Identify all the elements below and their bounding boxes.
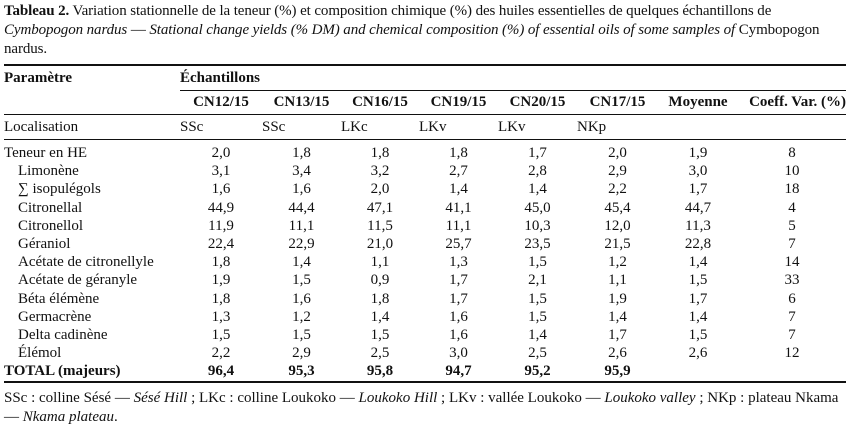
cell: 21,5 [604, 236, 631, 253]
cell: 2,0 [211, 145, 231, 161]
table-row [4, 180, 846, 198]
footnote-italic: Loukoko valley [604, 389, 696, 406]
row-label: Géraniol [18, 236, 71, 253]
cell: 1,1 [608, 272, 627, 289]
cell: 1,2 [608, 254, 627, 271]
cell: 3,0 [688, 163, 708, 180]
header-blank [4, 91, 180, 115]
col-header: CN16/15 [341, 91, 419, 115]
cell: 1,6 [292, 290, 311, 307]
cell: 1,4 [608, 308, 627, 325]
footnote-text: ; NKp : plateau Nkama — [4, 389, 839, 425]
cell: 1,7 [608, 327, 627, 344]
cell [658, 362, 738, 381]
cell: 47,1 [366, 199, 394, 216]
cell: 2,2 [211, 345, 231, 362]
cell: 1,6 [449, 327, 468, 344]
footnote-text: SSc : colline Sésé — [4, 389, 134, 406]
row-label: Acétate de citronellyle [18, 254, 154, 271]
table-row [4, 253, 846, 271]
cell: 1,6 [449, 308, 468, 325]
caption-label: Tableau 2. [4, 3, 70, 19]
cell: 11,9 [208, 217, 234, 234]
table-footnote [4, 389, 846, 427]
cell: SSc [180, 115, 262, 140]
row-label: Limonène [18, 163, 79, 180]
cell: 1,5 [292, 327, 311, 344]
cell: 11,3 [685, 217, 711, 234]
cell [658, 115, 738, 140]
table-row [4, 344, 846, 362]
cell: 33 [784, 272, 800, 289]
cell: 2,1 [528, 272, 547, 289]
cell: 45,4 [604, 199, 631, 216]
cell: 22,9 [288, 236, 315, 253]
row-label: Béta élémène [18, 290, 100, 307]
cell: 10 [784, 163, 800, 180]
localisation-row [4, 115, 846, 140]
cell: 41,1 [445, 199, 472, 216]
cell: 96,4 [180, 362, 262, 381]
cell: 3,4 [292, 163, 311, 180]
cell: 95,8 [341, 362, 419, 381]
cell: 1,3 [449, 254, 468, 271]
cell: 1,2 [292, 308, 311, 325]
cell: 95,9 [577, 362, 658, 381]
cell: 2,6 [608, 345, 627, 362]
footnote-italic: Sésé Hill [133, 389, 188, 406]
cell: 2,5 [528, 345, 547, 362]
cell: 2,9 [292, 345, 311, 362]
footnote-italic: Nkama plateau [22, 408, 114, 425]
cell: 1,4 [449, 181, 468, 198]
cell: 14 [784, 254, 800, 271]
cell: 1,7 [449, 272, 468, 289]
cell: 1,5 [688, 327, 708, 344]
caption-text-en: Stational change yields (% DM) and chemical composition (%) of essential oils of some samples of [149, 22, 736, 38]
total-row [4, 362, 846, 381]
cell: 1,8 [292, 145, 311, 161]
cell: 2,9 [608, 163, 627, 180]
cell: 1,7 [688, 290, 708, 307]
cell: 1,5 [292, 272, 311, 289]
col-header: CN17/15 [577, 91, 658, 115]
cell: 2,0 [370, 181, 390, 198]
col-header: CN19/15 [419, 91, 498, 115]
cell: 12 [784, 345, 800, 362]
cell: 1,4 [688, 254, 708, 271]
header-samples: Échantillons [180, 65, 846, 91]
footnote-text: ; LKv : vallée Loukoko — [437, 389, 605, 406]
cell: 1,5 [370, 327, 390, 344]
table-figure [0, 2, 850, 427]
cell: 1,5 [688, 272, 708, 289]
cell: 7 [788, 327, 796, 344]
cell: 45,0 [524, 199, 551, 216]
cell: 1,9 [688, 145, 708, 161]
caption-text-fr: Variation stationnelle de la teneur (%) et composition chimique (%) des huiles essentielles de quelques échantillons de [69, 3, 772, 19]
table-caption [4, 2, 846, 59]
cell: 1,5 [528, 254, 547, 271]
cell: 2,7 [449, 163, 468, 180]
row-label: Citronellol [18, 217, 83, 234]
cell: 95,3 [262, 362, 341, 381]
cell: 5 [788, 217, 796, 234]
cell: 1,8 [370, 290, 390, 307]
cell: 3,2 [370, 163, 390, 180]
cell: 2,6 [688, 345, 708, 362]
table-row [4, 290, 846, 308]
cell: 3,1 [211, 163, 231, 180]
cell: 1,7 [528, 145, 547, 161]
cell: 4 [788, 199, 796, 216]
table-row [4, 235, 846, 253]
table-row [4, 217, 846, 235]
cell: 22,4 [207, 236, 235, 253]
cell: 1,3 [211, 308, 231, 325]
data-table [4, 64, 846, 383]
table-row [4, 326, 846, 344]
cell: 1,6 [292, 181, 311, 198]
cell: 1,7 [449, 290, 468, 307]
cell: LKv [498, 115, 577, 140]
row-label: Delta cadinène [18, 327, 108, 344]
table-row [4, 162, 846, 180]
cell: 1,6 [211, 181, 231, 198]
cell: 1,5 [528, 308, 547, 325]
cell: 22,8 [684, 236, 712, 253]
cell: 1,7 [688, 181, 708, 198]
cell: 1,4 [688, 308, 708, 325]
row-label: Teneur en HE [4, 145, 88, 161]
cell: 18 [784, 181, 800, 198]
cell: 3,0 [449, 345, 468, 362]
cell: 11,1 [288, 217, 315, 234]
cell: 11,5 [367, 217, 393, 234]
header-param: Paramètre [4, 65, 180, 91]
header-row-columns [4, 91, 846, 115]
cell: 1,4 [292, 254, 311, 271]
footnote-text: . [114, 408, 118, 425]
cell: 1,4 [528, 181, 547, 198]
footnote-text: ; LKc : colline Loukoko — [187, 389, 359, 406]
cell: 44,7 [684, 199, 712, 216]
cell: 1,8 [211, 290, 231, 307]
row-label: Citronellal [18, 199, 83, 216]
cell: LKc [341, 115, 419, 140]
footnote-italic: Loukoko Hill [358, 389, 438, 406]
cell: 21,0 [366, 236, 394, 253]
cell: 1,9 [211, 272, 231, 289]
cell: 1,4 [528, 327, 547, 344]
row-label: Acétate de géranyle [18, 272, 138, 289]
cell: SSc [262, 115, 341, 140]
row-label: Germacrène [18, 308, 92, 325]
cell: 12,0 [604, 217, 631, 234]
cell: 44,9 [207, 199, 235, 216]
cell: 1,1 [370, 254, 390, 271]
cell: 1,8 [449, 145, 468, 161]
cell: 2,5 [370, 345, 390, 362]
cell: 2,2 [608, 181, 627, 198]
cell: 25,7 [445, 236, 472, 253]
table-row [4, 271, 846, 289]
col-header: CN20/15 [498, 91, 577, 115]
cell: 10,3 [524, 217, 551, 234]
cell: 1,8 [370, 145, 390, 161]
row-label: TOTAL (majeurs) [4, 362, 180, 381]
cell: 6 [788, 290, 796, 307]
cell: 2,0 [608, 145, 627, 161]
cell: 0,9 [370, 272, 390, 289]
cell: LKv [419, 115, 498, 140]
row-label: Localisation [4, 115, 180, 140]
cell [738, 362, 846, 381]
cell: 7 [788, 308, 796, 325]
row-label: Élémol [18, 345, 62, 362]
cell: 8 [788, 145, 796, 161]
table-row [4, 199, 846, 217]
row-label: ∑ isopulégols [18, 181, 101, 198]
table-row [4, 308, 846, 326]
cell: 1,9 [608, 290, 627, 307]
caption-species-en: Cymbopogon nardus. [4, 22, 820, 57]
col-header: Moyenne [658, 91, 738, 115]
cell: 1,4 [370, 308, 390, 325]
cell [738, 115, 846, 140]
cell: NKp [577, 115, 658, 140]
cell: 95,2 [498, 362, 577, 381]
header-row-top [4, 65, 846, 91]
caption-sep: — [127, 22, 150, 38]
caption-species-fr: Cymbopogon nardus [4, 22, 128, 38]
cell: 44,4 [288, 199, 315, 216]
col-header: CN13/15 [262, 91, 341, 115]
cell: 94,7 [419, 362, 498, 381]
cell: 7 [788, 236, 796, 253]
cell: 1,5 [211, 327, 231, 344]
cell: 1,8 [211, 254, 231, 271]
col-header: Coeff. Var. (%) [738, 91, 846, 115]
cell: 23,5 [524, 236, 551, 253]
cell: 11,1 [445, 217, 472, 234]
cell: 2,8 [528, 163, 547, 180]
cell: 1,5 [528, 290, 547, 307]
col-header: CN12/15 [180, 91, 262, 115]
table-row [4, 144, 846, 162]
